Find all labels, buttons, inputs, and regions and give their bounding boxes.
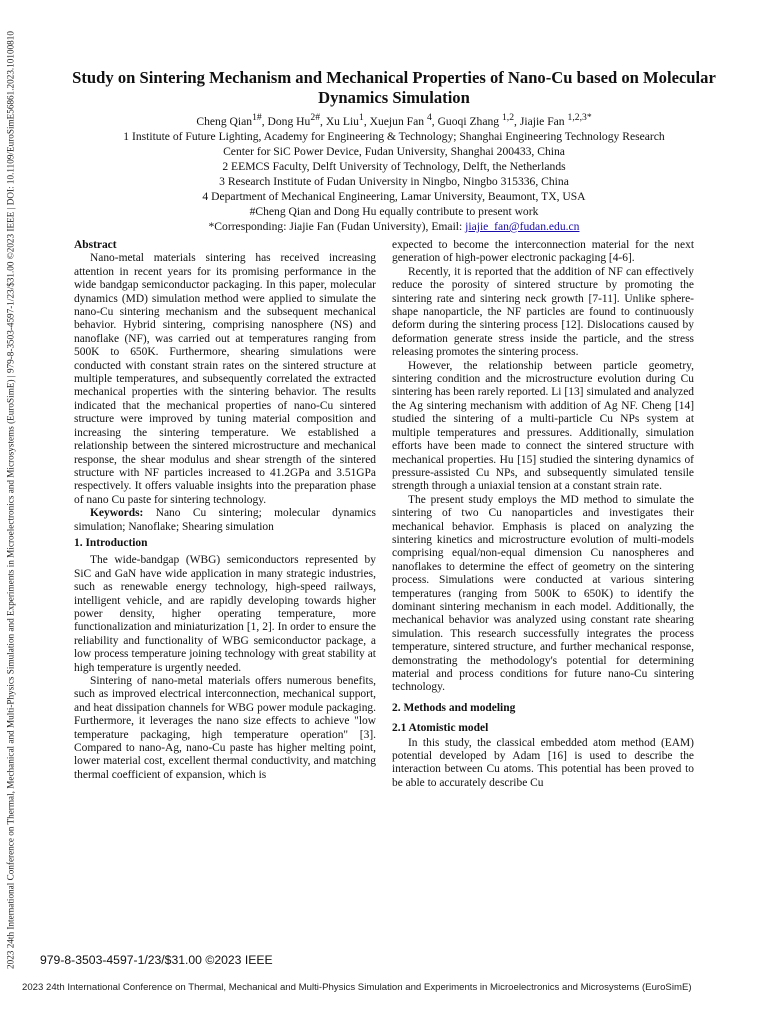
methods-heading: 2. Methods and modeling [392, 701, 516, 714]
left-margin-sidebar [0, 0, 22, 1000]
corresponding-author: *Corresponding: Jiajie Fan (Fudan University), Email: jiajie_fan@fudan.edu.cn [208, 219, 580, 233]
author: Guoqi Zhang $^{1,2}$, [437, 112, 520, 128]
paper-title: Study on Sintering Mechanism and Mechanical Properties of Nano-Cu based on Molecular Dynamics Simulation [72, 68, 716, 107]
affiliation-line: 1 Institute of Future Lighting, Academy for Engineering & Technology; Shanghai Engineering Technology Research [123, 129, 665, 143]
conference-footer: 2023 24th International Conference on Thermal, Mechanical and Multi-Physics Simulation and Experiments in Microelectronics and Microsystems (EuroSimE) [22, 982, 692, 993]
abstract-text: Nano-metal materials sintering has received increasing attention in recent years for its promising performance in the wide bandgap semiconductor packaging. In this paper, molecular dynamics (MD) simulation method were applied to simulate the nano-Cu sintering mechanism and the subsequent mechanical behavior. Hybrid sintering, comprising nanosphere (NS) and nanoflake (NF), was carried out at temperatures ranging from 500K to 650K. Furthermore, shearing simulations were conducted with constant strain rates on the sintered structure at multiple temperatures, and subsequently correlated the extracted mechanical properties with the sintering behavior. The results indicated that the mechanical properties of nano-Cu sintered structure were improved by tuning material composition and increasing the sintering temperature. We established a relationship between the sintered microstructure and mechanical response, the shear modulus and shear strength of the sintered structure with NF particles increased to 41.2GPa and 3.51GPa respectively. It offers valuable insights into the preparation phase of nano Cu paste for sintering technology. [74, 252, 376, 506]
paragraph: Sintering of nano-metal materials offers numerous benefits, such as improved electrical interconnection, mechanical support, and heat dissipation channels for WBG power module packaging. Furthermore, it leverages the nano size effects to achieve "low temperature packaging, high temperature operation" [3]. Compared to nano-Ag, nano-Cu paste has higher melting point, lower material cost, excellent thermal conductivity, and matching thermal coefficient of expansion, which is [74, 675, 376, 781]
author: Xu Liu$^1$, [325, 112, 370, 128]
keywords-label: Keywords: [90, 507, 144, 520]
sidebar-doi-text: 2023 24th International Conference on Thermal, Mechanical and Multi-Physics Simulation and Experiments in Microelectronics and Microsystems (EuroSimE) | 979-8-3503-4597-1/23/$31.00 ©2023 IEEE | DOI: 10.1109/EuroSimE56861.2023.10100810 [5, 31, 16, 969]
equal-contribution-note: #Cheng Qian and Dong Hu equally contribute to present work [249, 204, 539, 218]
paragraph: However, the relationship between particle geometry, sintering condition and the microstructure evolution during Cu sintering has been rarely reported. Li [13] simulated and analyzed the Ag sintering mechanism with addition of Ag NF. Cheng [14] studied the sintering of a multi-particle Cu NPs system at multiple temperatures and pressures. Additionally, simulation efforts have been made to connect the sintered structure with mechanical properties. Hu [15] studied the sintering dynamics of pressure-assisted Cu NPs, and subsequently simulated tensile strength through a uniaxial tension at a constant strain rate. [392, 359, 694, 493]
affiliation-line: 2 EEMCS Faculty, Delft University of Technology, Delft, the Netherlands [222, 159, 566, 173]
keywords-text: Nano Cu sintering; molecular dynamics simulation; Nanoflake; Shearing simulation [74, 507, 376, 533]
intro-heading: 1. Introduction [74, 536, 148, 549]
affiliation-line: Center for SiC Power Device, Fudan University, Shanghai 200433, China [223, 144, 565, 158]
subsection-heading: 2.1 Atomistic model [392, 722, 489, 735]
left-column [74, 239, 376, 782]
keywords [74, 507, 376, 534]
paragraph: The wide-bandgap (WBG) semiconductors represented by SiC and GaN have wide application in many strategic industries, such as renewable energy technology, high-speed railways, intelligent vehicle, and are rapidly developing towards higher power density, higher operating temperature, more functionalization and miniaturization [1, 2]. In order to ensure the reliability and functionality of WBG semiconductor package, a low process temperature joining technology with great stability at high temperature is urgently needed. [74, 554, 376, 674]
email-link[interactable]: jiajie_fan@fudan.edu.cn [465, 219, 580, 233]
author: Jiajie Fan $^{1,2,3*}$ [519, 112, 592, 128]
author: Dong $Hu^{2\#}$, [267, 112, 326, 128]
paragraph: In this study, the classical embedded atom method (EAM) potential developed by Adam [16] is used to describe the interaction between Cu atoms. This potential has been proved to be able to accurately describe Cu [392, 736, 694, 789]
paragraph: The present study employs the MD method to simulate the sintering of two Cu nanoparticles and investigates their mechanical behavior. Emphasis is placed on analyzing the sintering kinetics and microstructure evolution of multi-models comprising equal/non-equal dimension Cu nanospheres and nanoflakes to determine the effect of geometry on the sintering process. Simulations were conducted at various sintering temperatures (ranging from 500K to 650K) to identify the dominant sintering mechanism in each model. Additionally, the mechanical behavior was analyzed using constant rate shearing simulation. This research successfully integrates the process temperature, sintered structure, and further mechanical response, demonstrating the methodology's potential for determining material and process conditions for future nano-Cu sintering technology. [392, 493, 694, 694]
affiliation-line: 4 Department of Mechanical Engineering, Lamar University, Beaumont, TX, USA [202, 189, 586, 203]
author: Cheng Qian$^{1\#}$, [196, 112, 268, 128]
author: Xuejun Fan $^4$, [369, 112, 438, 128]
author-list [60, 110, 728, 129]
copyright-footer: 979-8-3503-4597-1/23/$31.00 ©2023 IEEE [40, 953, 273, 967]
abstract-heading: Abstract [74, 239, 117, 251]
right-column [392, 239, 694, 790]
affiliation-line: 3 Research Institute of Fudan University in Ningbo, Ningbo 315336, China [219, 174, 569, 188]
paragraph: expected to become the interconnection material for the next generation of high-power electronic packaging [4-6]. [392, 239, 694, 265]
paper-header [60, 68, 728, 234]
paragraph: Recently, it is reported that the addition of NF can effectively reduce the porosity of sintered structure by promoting the sintering rate and sintering neck growth [7-11]. Unlike sphere-shape nanoparticle, the NF particles are found to continuously deform during the sintering process [12]. Dislocations caused by deformation generate stress inside the particle, and the stress releasing promotes the sintering process. [392, 265, 694, 359]
